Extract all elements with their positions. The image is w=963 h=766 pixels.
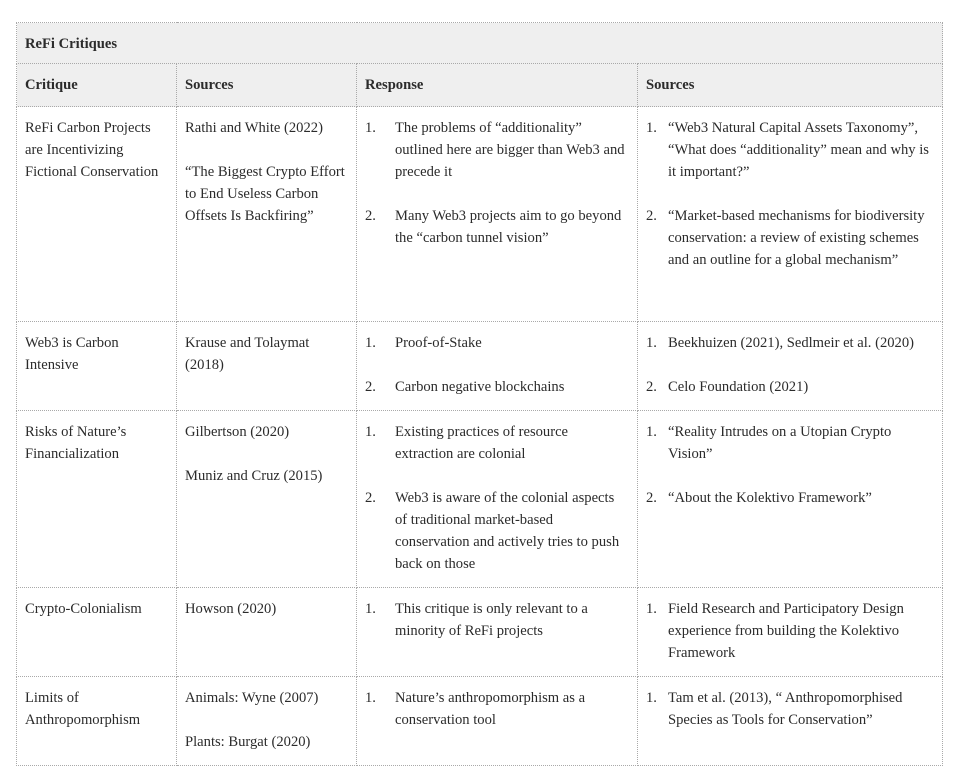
- source-entry: Gilbertson (2020): [185, 424, 290, 440]
- sources-cell: [177, 677, 357, 766]
- table-title-row: [17, 23, 943, 64]
- critique-cell: Web3 is Carbon Intensive: [17, 322, 177, 411]
- table-row: [17, 677, 943, 766]
- header-critique: Critique: [17, 64, 177, 107]
- sources-cell: [177, 411, 357, 588]
- header-response: Response: [357, 64, 638, 107]
- response-cell: [357, 322, 638, 411]
- source-entry: “The Biggest Crypto Effort to End Useless Carbon Offsets Is Backfiring”: [185, 164, 345, 224]
- header-sources: Sources: [177, 64, 357, 107]
- response-source-item: 1. “Reality Intrudes on a Utopian Crypto Vision”: [646, 424, 892, 462]
- source-entry: Howson (2020): [185, 601, 277, 617]
- critique-cell: Crypto-Colonialism: [17, 588, 177, 677]
- critique-cell: Risks of Nature’s Financialization: [17, 411, 177, 588]
- source-entry: Krause and Tolaymat (2018): [185, 335, 310, 373]
- sources-cell: [177, 322, 357, 411]
- source-entry: Muniz and Cruz (2015): [185, 468, 323, 484]
- response-source-item: 1. Beekhuizen (2021), Sedlmeir et al. (2020): [646, 335, 914, 351]
- critiques-table-container: [16, 22, 942, 766]
- table-row: [17, 322, 943, 411]
- source-entry: Plants: Burgat (2020): [185, 734, 311, 750]
- response-cell: [357, 677, 638, 766]
- response-cell: [357, 107, 638, 322]
- sources-cell: [177, 588, 357, 677]
- response-item: 2. Carbon negative blockchains: [365, 379, 565, 395]
- response-sources-cell: [638, 588, 943, 677]
- response-cell: [357, 411, 638, 588]
- response-source-item: 2. Celo Foundation (2021): [646, 379, 809, 395]
- response-item: 2. Many Web3 projects aim to go beyond the “carbon tunnel vision”: [365, 208, 622, 246]
- response-item: 1. This critique is only relevant to a minority of ReFi projects: [365, 601, 588, 639]
- header-response-sources: Sources: [638, 64, 943, 107]
- response-item: 1. Existing practices of resource extraction are colonial: [365, 424, 569, 462]
- response-item: 1. Proof-of-Stake: [365, 335, 482, 351]
- source-entry: Rathi and White (2022): [185, 120, 323, 136]
- response-sources-cell: [638, 322, 943, 411]
- table-row: [17, 107, 943, 322]
- response-sources-cell: [638, 677, 943, 766]
- table-row: [17, 411, 943, 588]
- table-header-row: [17, 64, 943, 107]
- response-sources-cell: [638, 411, 943, 588]
- sources-cell: [177, 107, 357, 322]
- response-source-item: 2. “About the Kolektivo Framework”: [646, 490, 872, 506]
- response-item: 1. Nature’s anthropomorphism as a conservation tool: [365, 690, 586, 728]
- response-source-item: 1. Field Research and Participatory Design experience from building the Kolektivo Framework: [646, 601, 904, 661]
- table-title: ReFi Critiques: [17, 23, 943, 64]
- critique-cell: ReFi Carbon Projects are Incentivizing Fictional Conservation: [17, 107, 177, 322]
- critique-cell: Limits of Anthropomorphism: [17, 677, 177, 766]
- response-source-item: 1. “Web3 Natural Capital Assets Taxonomy”, “What does “additionality” mean and why is it important?”: [646, 120, 929, 180]
- response-cell: [357, 588, 638, 677]
- critiques-table: [16, 22, 943, 766]
- source-entry: Animals: Wyne (2007): [185, 690, 319, 706]
- response-source-item: 1. Tam et al. (2013), “ Anthropomorphised Species as Tools for Conservation”: [646, 690, 903, 728]
- response-source-item: 2. “Market-based mechanisms for biodiversity conservation: a review of existing schemes and an outline for a global mechanism”: [646, 208, 925, 268]
- response-sources-cell: [638, 107, 943, 322]
- response-item: 1. The problems of “additionality” outlined here are bigger than Web3 and precede it: [365, 120, 625, 180]
- response-item: 2. Web3 is aware of the colonial aspects of traditional market-based conservation and actively tries to push back on those: [365, 490, 620, 572]
- table-row: [17, 588, 943, 677]
